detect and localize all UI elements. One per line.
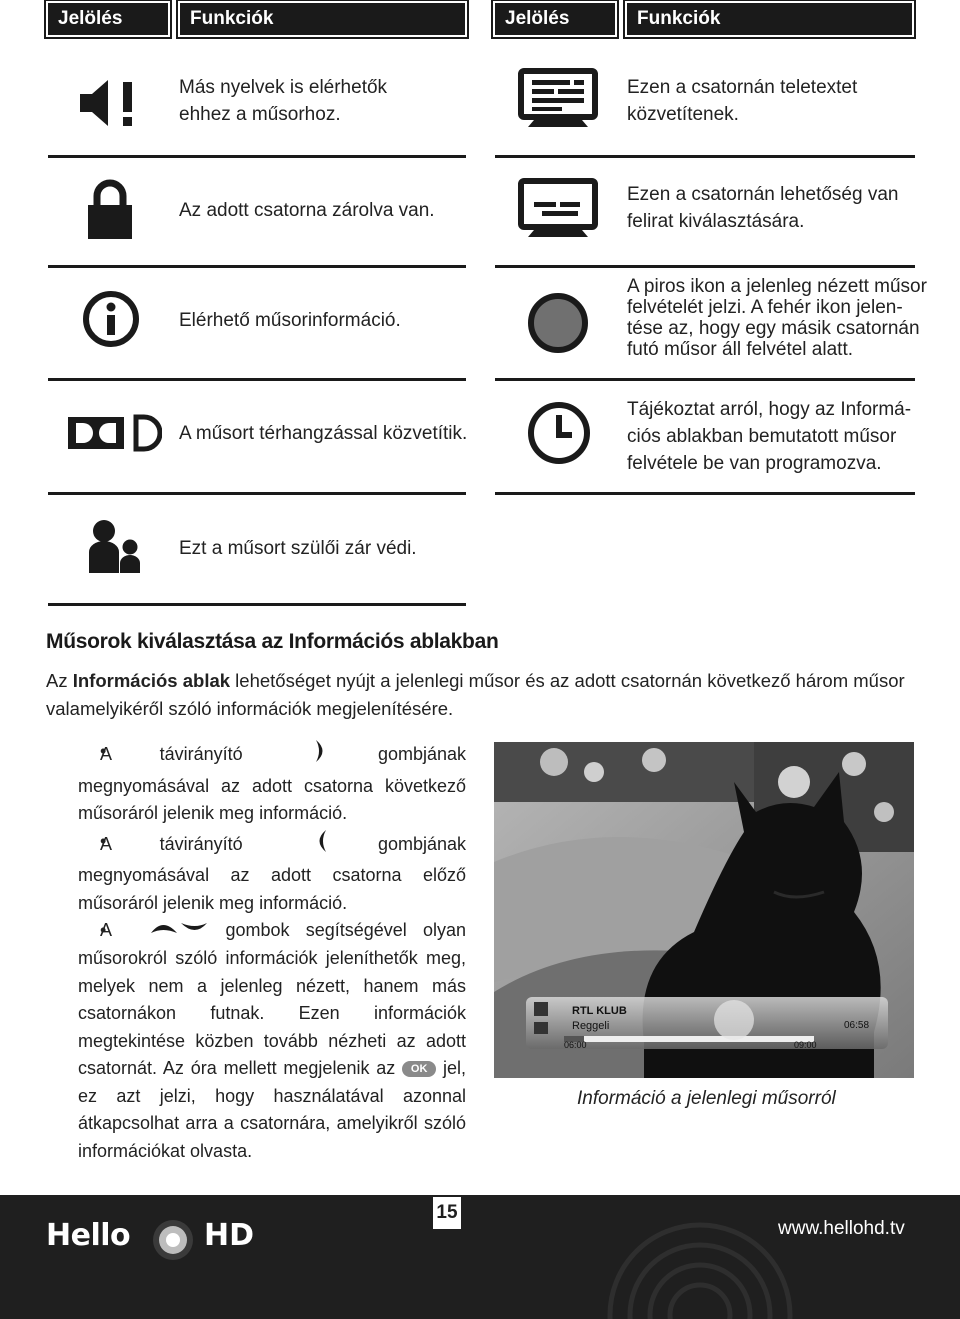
header-right-func bbox=[627, 3, 912, 35]
intro-text-bold: Információs ablak bbox=[72, 670, 231, 691]
header-right-func-label: Funkciók bbox=[637, 8, 721, 29]
padlock-icon bbox=[86, 178, 134, 240]
ok-button-label: OK bbox=[410, 1063, 428, 1076]
row-desc-locked: Az adott csatorna zárolva van. bbox=[179, 200, 435, 221]
osd-time-end: 09:00 bbox=[794, 1040, 817, 1050]
row-desc-record bbox=[627, 276, 927, 360]
row-desc-teletext bbox=[627, 74, 857, 128]
divider bbox=[495, 378, 915, 381]
teletext-tv-icon bbox=[518, 68, 598, 128]
list-item bbox=[78, 917, 466, 1165]
info-window-photo bbox=[494, 742, 914, 1078]
row-desc-scheduled-line1: Tájékoztat arról, hogy az Informá- bbox=[627, 399, 912, 420]
header-left-mark bbox=[48, 3, 168, 35]
row-desc-languages bbox=[179, 74, 387, 128]
row-desc-subtitle bbox=[627, 181, 898, 235]
header-left-func-label: Funkciók bbox=[190, 8, 274, 29]
ok-button-icon bbox=[402, 1061, 436, 1077]
right-arrow-button-icon bbox=[291, 738, 329, 773]
cat-photo-illustration bbox=[494, 742, 914, 1078]
intro-paragraph bbox=[46, 667, 926, 723]
bullet2-pre: A távirányító bbox=[100, 833, 292, 854]
parental-lock-icon bbox=[88, 518, 142, 574]
divider bbox=[48, 378, 466, 381]
intro-text-after: lehetőséget nyújt a jelenlegi műsor és az adott csatornán következő három műsor valamelyikéről szóló információk megjelenítésére. bbox=[46, 670, 905, 719]
row-desc-languages-line2: ehhez a műsorhoz. bbox=[179, 104, 341, 125]
intro-text-before: Az bbox=[46, 670, 73, 691]
logo-hello: Hello bbox=[46, 1218, 131, 1253]
row-desc-scheduled bbox=[627, 396, 911, 477]
osd-clock: 06:58 bbox=[844, 1020, 870, 1031]
dolby-digital-icon bbox=[66, 414, 162, 452]
osd-program-name: Reggeli bbox=[572, 1020, 610, 1032]
bullet3-pre: A bbox=[100, 920, 128, 940]
left-arrow-button-icon bbox=[291, 828, 329, 863]
header-left-func bbox=[180, 3, 465, 35]
row-desc-epg: Elérhető műsorinformáció. bbox=[179, 310, 401, 331]
clock-icon bbox=[527, 401, 591, 465]
record-circle-icon bbox=[527, 292, 589, 354]
up-down-buttons-icon bbox=[127, 918, 209, 946]
header-left-mark-label: Jelölés bbox=[58, 8, 123, 29]
logo-hd: HD bbox=[204, 1218, 255, 1253]
section-title: Műsorok kiválasztása az Információs ablakban bbox=[46, 630, 499, 653]
divider bbox=[48, 155, 466, 158]
bullet1-pre: A távirányító bbox=[100, 744, 292, 764]
divider bbox=[495, 155, 915, 158]
header-right-mark-label: Jelölés bbox=[505, 8, 570, 29]
header-right-mark bbox=[495, 3, 615, 35]
row-desc-scheduled-line2: ciós ablakban bemutatott műsor bbox=[627, 426, 897, 447]
divider bbox=[48, 603, 466, 606]
list-item bbox=[78, 738, 466, 828]
list-item bbox=[78, 828, 466, 918]
row-desc-record-line4: futó műsor áll felvétel alatt. bbox=[627, 339, 853, 360]
bullet-list bbox=[78, 738, 466, 1165]
info-circle-icon bbox=[82, 290, 140, 348]
divider bbox=[48, 492, 466, 495]
photo-caption: Információ a jelenlegi műsorról bbox=[577, 1088, 836, 1109]
divider bbox=[495, 492, 915, 495]
subtitle-tv-icon bbox=[518, 178, 598, 238]
row-desc-record-line2: felvételét jelzi. A fehér ikon jelen- bbox=[627, 297, 903, 318]
website-url[interactable]: www.hellohd.tv bbox=[778, 1218, 905, 1239]
speaker-exclamation-icon bbox=[78, 78, 144, 128]
osd-channel-name: RTL KLUB bbox=[572, 1005, 627, 1017]
row-desc-surround: A műsort térhangzással közvetítik. bbox=[179, 423, 468, 444]
osd-time-start: 06:00 bbox=[564, 1040, 587, 1050]
bullet3-mid: gombok segítségével olyan műsorokról szóló információk jeleníthetők meg, melyek nem a jelenleg nézett, hanem más csatornákon futnak. Ezen információk megtekintése közben tovább nézheti az adott csatornát. Az óra mellett megjelenik az bbox=[78, 920, 467, 1078]
row-desc-teletext-line2: közvetítenek. bbox=[627, 104, 739, 125]
footer-decoration bbox=[0, 1195, 960, 1319]
bullet3-post: jel, ez azt jelzi, hogy használatával azonnal átkapcsolhat arra a csatornára, amelyikről szóló információkat olvasta. bbox=[78, 1058, 466, 1161]
row-desc-parental: Ezt a műsort szülői zár védi. bbox=[179, 538, 417, 559]
row-desc-subtitle-line2: felirat kiválasztására. bbox=[627, 211, 805, 232]
divider bbox=[48, 265, 466, 268]
row-desc-subtitle-line1: Ezen a csatornán lehetőség van bbox=[627, 184, 899, 205]
page-number: 15 bbox=[431, 1195, 463, 1231]
row-desc-scheduled-line3: felvétele be van programozva. bbox=[627, 453, 882, 474]
bullet2-post: gombjának megnyomásával az adott csatorna előző műsoráról jelenik meg információ. bbox=[78, 833, 466, 913]
row-desc-teletext-line1: Ezen a csatornán teletextet bbox=[627, 77, 858, 98]
row-desc-languages-line1: Más nyelvek is elérhetők bbox=[179, 77, 388, 98]
footer-bar bbox=[0, 1195, 960, 1319]
row-desc-record-line1: A piros ikon a jelenleg nézett műsor bbox=[627, 276, 927, 297]
row-desc-record-line3: tése az, hogy egy másik csatornán bbox=[627, 318, 920, 339]
bullet1-post: gombjának megnyomásával az adott csatorna következő műsoráról jelenik meg információ. bbox=[78, 744, 466, 823]
divider bbox=[495, 265, 915, 268]
